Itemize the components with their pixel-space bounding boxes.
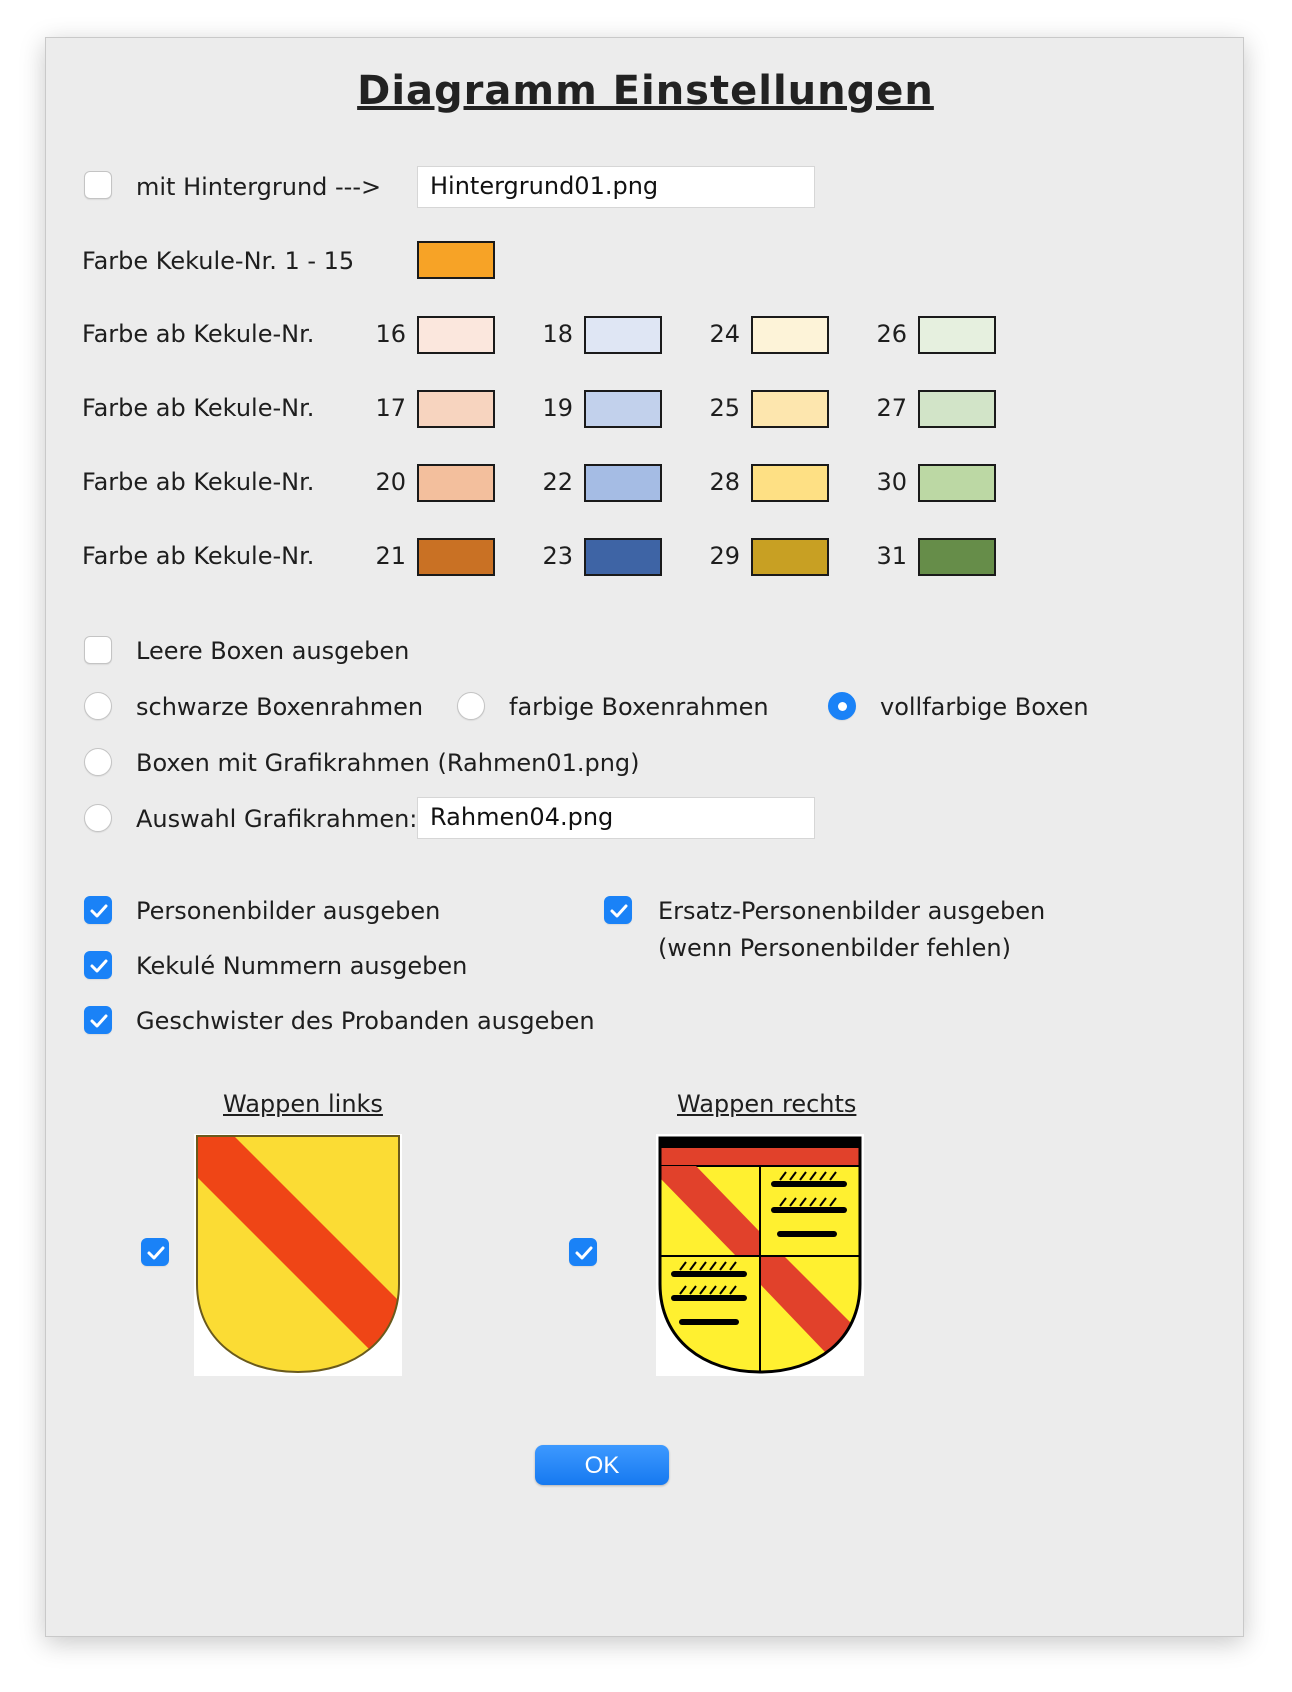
person-images-checkbox[interactable] [84,896,112,924]
kekule-number-label: 31 [876,542,907,570]
person-images-label: Personenbilder ausgeben [136,897,441,925]
radio-black-frames[interactable] [84,692,112,720]
substitute-images-checkbox[interactable] [604,896,632,924]
color-swatch-20[interactable] [417,464,495,502]
crest-right-checkbox[interactable] [569,1238,597,1266]
color-row-label: Farbe ab Kekule-Nr. [82,542,315,570]
background-checkbox[interactable] [84,171,112,199]
color-swatch-22[interactable] [584,464,662,502]
kekule-numbers-label: Kekulé Nummern ausgeben [136,952,468,980]
kekule-number-label: 19 [542,394,573,422]
color-swatch-18[interactable] [584,316,662,354]
kekule-number-label: 28 [709,468,740,496]
crest-left-checkbox[interactable] [141,1238,169,1266]
crest-left-image [194,1134,402,1376]
color-row-label: Farbe ab Kekule-Nr. [82,468,315,496]
kekule-1-15-color-swatch[interactable] [417,241,495,279]
substitute-images-label: Ersatz-Personenbilder ausgeben [658,897,1046,925]
radio-full-color-label: vollfarbige Boxen [880,693,1089,721]
color-swatch-16[interactable] [417,316,495,354]
kekule-number-label: 24 [709,320,740,348]
radio-colored-frames-label: farbige Boxenrahmen [509,693,769,721]
dialog-title: Diagramm Einstellungen [357,68,934,114]
color-swatch-27[interactable] [918,390,996,428]
color-swatch-29[interactable] [751,538,829,576]
kekule-number-label: 18 [542,320,573,348]
color-swatch-17[interactable] [417,390,495,428]
ok-button[interactable]: OK [535,1445,669,1485]
radio-select-frame[interactable] [84,804,112,832]
crest-left-heading: Wappen links [223,1090,383,1118]
settings-dialog [45,37,1244,1637]
empty-boxes-label: Leere Boxen ausgeben [136,637,410,665]
kekule-1-15-label: Farbe Kekule-Nr. 1 - 15 [82,247,355,275]
background-file-input[interactable]: Hintergrund01.png [417,166,815,208]
kekule-number-label: 16 [375,320,406,348]
kekule-number-label: 23 [542,542,573,570]
baden-coat-of-arms-icon [194,1134,402,1376]
radio-graphic-frames[interactable] [84,748,112,776]
kekule-numbers-checkbox[interactable] [84,951,112,979]
radio-full-color-boxes[interactable] [828,692,856,720]
color-row-label: Farbe ab Kekule-Nr. [82,394,315,422]
background-label: mit Hintergrund ---> [136,173,382,201]
radio-black-frames-label: schwarze Boxenrahmen [136,693,424,721]
baden-wuerttemberg-coat-of-arms-icon [656,1134,864,1376]
kekule-number-label: 27 [876,394,907,422]
kekule-number-label: 20 [375,468,406,496]
siblings-checkbox[interactable] [84,1006,112,1034]
radio-select-frame-label: Auswahl Grafikrahmen: [136,805,418,833]
siblings-label: Geschwister des Probanden ausgeben [136,1007,595,1035]
color-swatch-23[interactable] [584,538,662,576]
kekule-number-label: 22 [542,468,573,496]
color-swatch-31[interactable] [918,538,996,576]
color-swatch-21[interactable] [417,538,495,576]
kekule-number-label: 26 [876,320,907,348]
substitute-images-note: (wenn Personenbilder fehlen) [658,934,1011,962]
frame-file-input[interactable]: Rahmen04.png [417,797,815,839]
radio-graphic-frames-label: Boxen mit Grafikrahmen (Rahmen01.png) [136,749,640,777]
color-swatch-24[interactable] [751,316,829,354]
crest-right-heading: Wappen rechts [677,1090,857,1118]
color-swatch-19[interactable] [584,390,662,428]
color-swatch-28[interactable] [751,464,829,502]
color-row-label: Farbe ab Kekule-Nr. [82,320,315,348]
color-swatch-25[interactable] [751,390,829,428]
kekule-number-label: 29 [709,542,740,570]
kekule-number-label: 17 [375,394,406,422]
radio-colored-frames[interactable] [457,692,485,720]
crest-right-image [656,1134,864,1376]
kekule-number-label: 21 [375,542,406,570]
kekule-number-label: 25 [709,394,740,422]
color-swatch-30[interactable] [918,464,996,502]
color-swatch-26[interactable] [918,316,996,354]
empty-boxes-checkbox[interactable] [84,636,112,664]
kekule-number-label: 30 [876,468,907,496]
